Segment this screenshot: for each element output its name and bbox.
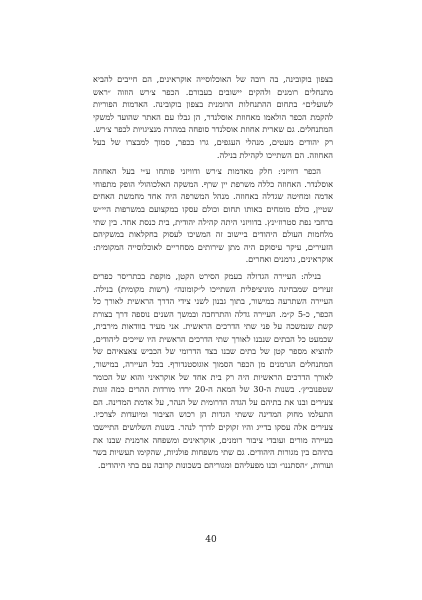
paragraph-north-bukovina: בצפון בוקובינה, בה רובה של האוכלוסייה אוקראינים, הם חייבים להביא מתנחלים רומנים ולהקים יישובים בעבורם. הכפר צ׳רש הוזוה ״ראש לשועלים״ בתחום ההתנחלות הרומנית בצפון בוקובינה. האדמות הפוריות להקמת הכפר הולאמו מאחוזת אוסלנדר, הן גבלו עם האתר שהועד למשקי המתנחלים. גם שארית אחוזת אוסלנדר סופחה במהרה מנציגויות לכפר צ׳רש. רק יהודים מעטים, מנהלי העגפים, גרו בכפר, סמוך למבצרו של בעל האחוזה. הם השתייכו לקהילת בנילה. [93,74,333,160]
paragraph-banila: בנילה: העיירה הגדולה בעמק הסירט הקטן, מוקפת בכתריסר כפרים זעירים שמבחינה מוניציפלית השתייכו ל״קומונה״ (רשות מקומית) בנילה. העיירה השתרעה במישור, בתוך גבנון לשני צידי הדרך הראשית לאורך כל הכפר, כ-5 ק״מ. העיירה גדלה והתרחבה ובמשך השנים נוספה דרך בצורת קשת שנמשכה על פני שתי הדרכים הראשית. אני מעיד בוודאות מירבית, שכמעט כל הבתים שנבנו לאורך שתי הדרכים הראשית היו שייכים ליהודים, להוציא מספר קטן של בתים שבנו בצד הדרומי של הכביש צאצאיהם של המתנחלים הגרמנים מן הכפר הסמוך אוגוסטנדורף. בכל העיירה, במישור, לאורך הדרכים הראשיות היה רק בית אחד של אוקראיני והוא של הכומר שטפנוביץ׳. בשנות ה-30 של המאה ה-20 ירדו מורדות ההרים כמה זוגות צעירים ובנו את בתיהם על הגדה הדרומית של הנהר, על אדמת המדינה. הם התעלמו מחוק המדינה ששתי הגדות הן רכוש הציבור ומיועדות לצרכיו. צעירים אלה עסקו בדייג והיו זקוקים לדרך לנהר. בשנות השלושים התיישבו בעיירה מורים ועובדי ציבור רומנים, אוקראינים ומשפחה ארמנית שבנו את בתיהם בין מגורות היהודים. גם שתי משפחות פולניות, שהקימו תעשיות בשר ועורות, ״הסתננו״ ובנו מפעליהם ומגוריהם בשכונות קרובה עם בתי היהודים. [93,270,333,470]
body-text [93,73,333,471]
paragraph-devizni: הכפר דוויזני: חלק מאדמות צ׳רש ודוויזני פותחו ע״י בעל האחוזה אוסלנדר. האחוזה כללה משרפת יין שרף. המשקה האלכוהולי הופק מתפוחי אדמה ומחיטה שגדלה באחוזה. מנהל המשרפה היה אחד מחמשת האחים שטיין, כולם מומחים באותו תחום וכולם עסקו במקצועם במשרפות היי״ש ברחבי נפת סטרוז׳ינץ. בדוויזני היתה קהילה יהודית, בית כנסת אחד. בין שתי מלחמות העולם היהודים ביישוב זה המשיכו לעסוק בחקלאות במשקיהם הזעירים, עיקר עיסוקם היה מתן שירותים מסחריים לאוכלוסייה המקומית: אוקראינים, גרמנים ואחרים. [93,166,333,265]
page-number: 40 [205,535,217,545]
